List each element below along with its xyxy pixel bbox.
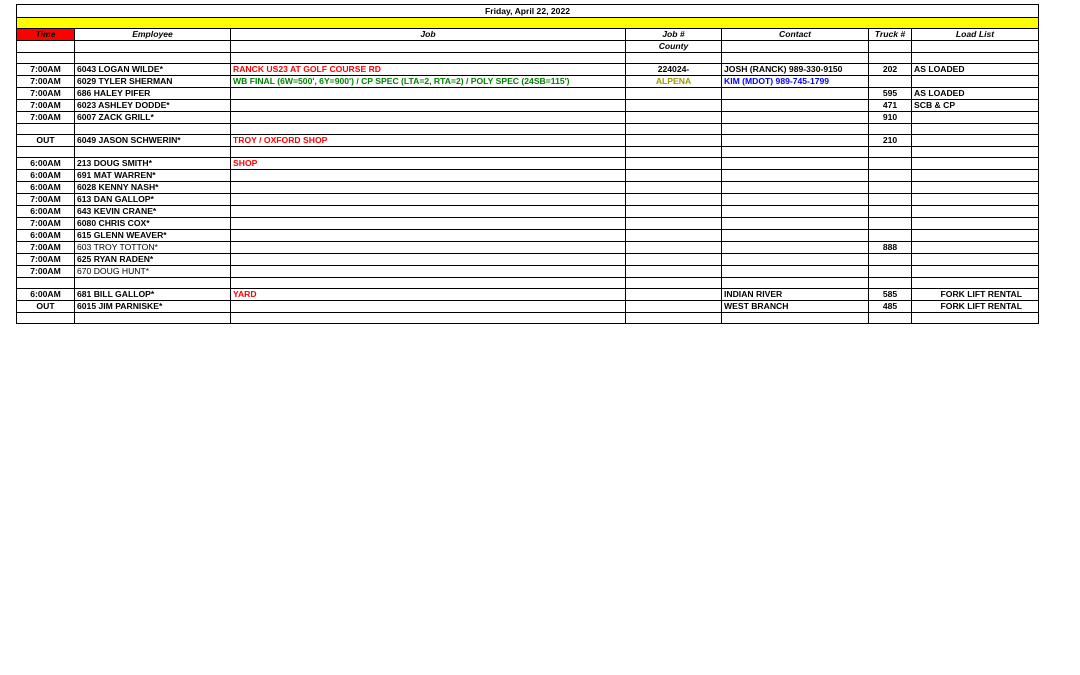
header-truck: Truck # <box>869 29 912 41</box>
cell-employee: 615 GLENN WEAVER* <box>75 230 231 242</box>
table-row <box>17 301 1039 313</box>
cell-job <box>231 88 626 100</box>
cell-time: 6:00AM <box>17 206 75 218</box>
cell-contact <box>722 170 869 182</box>
cell-load-list <box>912 242 1039 254</box>
cell-job-no <box>626 206 722 218</box>
cell-employee: 6023 ASHLEY DODDE* <box>75 100 231 112</box>
cell-job-no <box>626 301 722 313</box>
cell-load-list <box>912 112 1039 124</box>
table-row <box>17 88 1039 100</box>
cell-job-no <box>626 230 722 242</box>
header-row <box>17 29 1039 41</box>
cell-job-no <box>626 135 722 147</box>
cell-time: 7:00AM <box>17 194 75 206</box>
cell-time: 7:00AM <box>17 88 75 100</box>
cell-time: 7:00AM <box>17 218 75 230</box>
header-job-no: Job # <box>626 29 722 41</box>
cell-job <box>231 266 626 278</box>
cell-truck <box>869 158 912 170</box>
cell-job <box>231 230 626 242</box>
cell-truck <box>869 194 912 206</box>
table-row <box>17 242 1039 254</box>
cell-load-list: FORK LIFT RENTAL <box>912 289 1039 301</box>
cell-time: OUT <box>17 301 75 313</box>
cell-job-no <box>626 242 722 254</box>
cell-load-list <box>912 182 1039 194</box>
cell-job-no <box>626 100 722 112</box>
cell-load-list <box>912 230 1039 242</box>
cell-employee: 686 HALEY PIFER <box>75 88 231 100</box>
title-row <box>17 5 1039 18</box>
cell-job-no: ALPENA <box>626 76 722 88</box>
cell-job <box>231 100 626 112</box>
cell-employee: 6007 ZACK GRILL* <box>75 112 231 124</box>
cell-employee: 625 RYAN RADEN* <box>75 254 231 266</box>
cell-job-no <box>626 194 722 206</box>
cell-time: 6:00AM <box>17 182 75 194</box>
cell-employee: 643 KEVIN CRANE* <box>75 206 231 218</box>
cell-employee: 6080 CHRIS COX* <box>75 218 231 230</box>
cell-job <box>231 194 626 206</box>
cell-load-list: AS LOADED <box>912 64 1039 76</box>
cell-truck: 910 <box>869 112 912 124</box>
cell-job <box>231 206 626 218</box>
cell-load-list <box>912 266 1039 278</box>
table-row <box>17 182 1039 194</box>
cell-job <box>231 301 626 313</box>
cell-time: 7:00AM <box>17 76 75 88</box>
subheader-row <box>17 41 1039 53</box>
table-row <box>17 230 1039 242</box>
cell-job-no <box>626 170 722 182</box>
cell-load-list <box>912 170 1039 182</box>
cell-truck: 888 <box>869 242 912 254</box>
cell-truck: 471 <box>869 100 912 112</box>
cell-truck <box>869 266 912 278</box>
cell-time: 6:00AM <box>17 158 75 170</box>
cell-truck <box>869 218 912 230</box>
cell-job: TROY / OXFORD SHOP <box>231 135 626 147</box>
cell-job <box>231 242 626 254</box>
cell-contact <box>722 88 869 100</box>
cell-truck <box>869 76 912 88</box>
table-row <box>17 170 1039 182</box>
schedule-table <box>16 4 1039 324</box>
cell-contact <box>722 242 869 254</box>
spacer-row <box>17 147 1039 158</box>
spacer-row <box>17 313 1039 324</box>
cell-truck: 585 <box>869 289 912 301</box>
cell-contact: KIM (MDOT) 989-745-1799 <box>722 76 869 88</box>
cell-time: 7:00AM <box>17 254 75 266</box>
table-row <box>17 100 1039 112</box>
cell-job-no <box>626 218 722 230</box>
page-title: Friday, April 22, 2022 <box>17 5 1039 18</box>
cell-contact <box>722 266 869 278</box>
cell-contact <box>722 135 869 147</box>
cell-employee: 603 TROY TOTTON* <box>75 242 231 254</box>
cell-job-no <box>626 254 722 266</box>
cell-contact <box>722 100 869 112</box>
header-job: Job <box>231 29 626 41</box>
cell-truck <box>869 182 912 194</box>
cell-contact <box>722 218 869 230</box>
cell-load-list <box>912 218 1039 230</box>
cell-contact <box>722 254 869 266</box>
cell-load-list: SCB & CP <box>912 100 1039 112</box>
cell-load-list: AS LOADED <box>912 88 1039 100</box>
cell-time: 7:00AM <box>17 242 75 254</box>
cell-time: 7:00AM <box>17 266 75 278</box>
table-row <box>17 64 1039 76</box>
cell-contact <box>722 112 869 124</box>
table-row <box>17 266 1039 278</box>
cell-truck <box>869 254 912 266</box>
cell-contact <box>722 194 869 206</box>
table-row <box>17 76 1039 88</box>
cell-employee: 613 DAN GALLOP* <box>75 194 231 206</box>
cell-contact <box>722 182 869 194</box>
cell-contact: WEST BRANCH <box>722 301 869 313</box>
header-load-list: Load List <box>912 29 1039 41</box>
header-time: Time <box>17 29 75 41</box>
cell-employee: 6028 KENNY NASH* <box>75 182 231 194</box>
cell-truck <box>869 230 912 242</box>
cell-employee: 213 DOUG SMITH* <box>75 158 231 170</box>
header-employee: Employee <box>75 29 231 41</box>
table-row <box>17 135 1039 147</box>
cell-load-list <box>912 76 1039 88</box>
cell-truck <box>869 206 912 218</box>
cell-employee: 6015 JIM PARNISKE* <box>75 301 231 313</box>
cell-load-list <box>912 254 1039 266</box>
cell-contact: INDIAN RIVER <box>722 289 869 301</box>
cell-job: YARD <box>231 289 626 301</box>
table-row <box>17 158 1039 170</box>
cell-job: WB FINAL (6W=500', 6Y=900') / CP SPEC (LTA=2, RTA=2) / POLY SPEC (24SB=115') <box>231 76 626 88</box>
cell-job <box>231 170 626 182</box>
cell-time: 7:00AM <box>17 112 75 124</box>
header-county: County <box>626 41 722 53</box>
cell-job-no: 224024- <box>626 64 722 76</box>
spacer-row <box>17 124 1039 135</box>
cell-time: 6:00AM <box>17 289 75 301</box>
cell-job-no <box>626 88 722 100</box>
cell-job <box>231 218 626 230</box>
cell-job <box>231 254 626 266</box>
table-row <box>17 218 1039 230</box>
cell-load-list <box>912 158 1039 170</box>
table-row <box>17 194 1039 206</box>
cell-time: OUT <box>17 135 75 147</box>
cell-job <box>231 112 626 124</box>
table-row <box>17 112 1039 124</box>
header-contact: Contact <box>722 29 869 41</box>
cell-truck: 595 <box>869 88 912 100</box>
cell-job: SHOP <box>231 158 626 170</box>
cell-time: 7:00AM <box>17 100 75 112</box>
cell-job-no <box>626 112 722 124</box>
cell-truck <box>869 170 912 182</box>
cell-job-no <box>626 182 722 194</box>
cell-time: 6:00AM <box>17 230 75 242</box>
cell-job: RANCK US23 AT GOLF COURSE RD <box>231 64 626 76</box>
cell-employee: 6043 LOGAN WILDE* <box>75 64 231 76</box>
cell-employee: 681 BILL GALLOP* <box>75 289 231 301</box>
cell-employee: 6049 JASON SCHWERIN* <box>75 135 231 147</box>
cell-job-no <box>626 158 722 170</box>
spacer-row <box>17 53 1039 64</box>
cell-load-list: FORK LIFT RENTAL <box>912 301 1039 313</box>
cell-contact: JOSH (RANCK) 989-330-9150 <box>722 64 869 76</box>
yellow-band-cell <box>17 18 1039 29</box>
cell-contact <box>722 158 869 170</box>
cell-time: 7:00AM <box>17 64 75 76</box>
cell-time: 6:00AM <box>17 170 75 182</box>
cell-truck: 210 <box>869 135 912 147</box>
cell-contact <box>722 206 869 218</box>
cell-load-list <box>912 194 1039 206</box>
yellow-band <box>17 18 1039 29</box>
cell-job-no <box>626 266 722 278</box>
cell-truck: 485 <box>869 301 912 313</box>
spacer-row <box>17 278 1039 289</box>
cell-load-list <box>912 135 1039 147</box>
table-row <box>17 289 1039 301</box>
cell-employee: 6029 TYLER SHERMAN <box>75 76 231 88</box>
cell-job-no <box>626 289 722 301</box>
cell-truck: 202 <box>869 64 912 76</box>
table-row <box>17 254 1039 266</box>
table-row <box>17 206 1039 218</box>
cell-employee: 691 MAT WARREN* <box>75 170 231 182</box>
cell-contact <box>722 230 869 242</box>
cell-load-list <box>912 206 1039 218</box>
cell-job <box>231 182 626 194</box>
cell-employee: 670 DOUG HUNT* <box>75 266 231 278</box>
